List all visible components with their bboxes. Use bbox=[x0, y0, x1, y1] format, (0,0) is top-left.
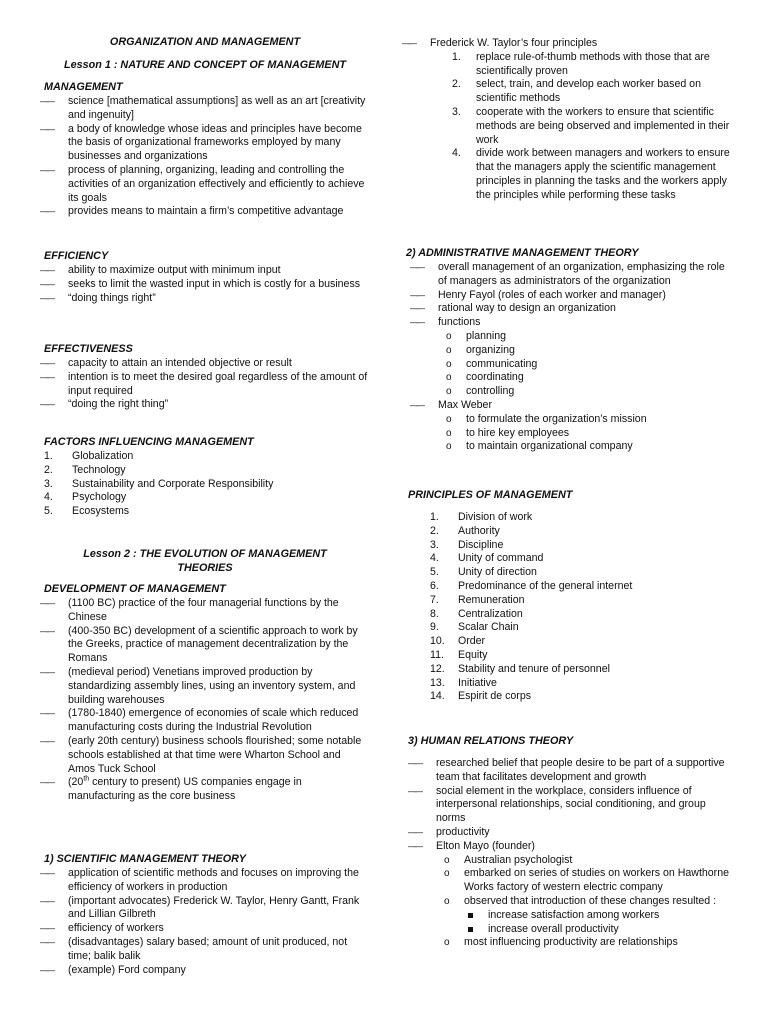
development-heading: DEVELOPMENT OF MANAGEMENT bbox=[44, 583, 226, 595]
principles-heading: PRINCIPLES OF MANAGEMENT bbox=[408, 489, 573, 501]
list-item: 3. Sustainability and Corporate Responsibility bbox=[44, 477, 274, 490]
weber-list bbox=[442, 413, 730, 454]
lesson-1-title: Lesson 1 : NATURE AND CONCEPT OF MANAGEMENT bbox=[64, 59, 346, 71]
list-item: 1. Globalization bbox=[44, 450, 134, 462]
effectiveness-list bbox=[40, 357, 370, 412]
list-item: o communicating bbox=[446, 357, 538, 370]
list-item: 8. Centralization bbox=[430, 607, 523, 620]
list-item: —— Max Weber o to formulate the organization’s mission o to hire key employees o to maintain organizational company bbox=[410, 399, 730, 454]
list-item: 6. Predominance of the general internet bbox=[430, 579, 633, 592]
mayo-list bbox=[440, 854, 730, 951]
results-list bbox=[464, 909, 730, 937]
list-item: —— (1100 BC) practice of the four managerial functions by the Chinese bbox=[40, 597, 370, 625]
list-item: —— overall management of an organization, emphasizing the role of managers as administrators of the organization bbox=[410, 261, 730, 289]
list-item: 2. select, train, and develop each worker based on scientific methods bbox=[452, 78, 701, 105]
document-title: ORGANIZATION AND MANAGEMENT bbox=[109, 36, 301, 48]
development-list bbox=[40, 597, 370, 804]
list-item: —— researched belief that people desire to be part of a supportive team that facilitates development and growth bbox=[408, 757, 730, 785]
list-item: —— provides means to maintain a firm’s competitive advantage bbox=[40, 205, 370, 219]
scientific-heading: 1) SCIENTIFIC MANAGEMENT THEORY bbox=[44, 853, 246, 865]
functions-list bbox=[442, 330, 730, 399]
list-item: 12. Stability and tenure of personnel bbox=[430, 662, 610, 675]
list-item: 3. cooperate with the workers to ensure that scientific methods are being observed and implemented in their work bbox=[452, 105, 730, 146]
lesson-2-title: Lesson 2 : THE EVOLUTION OF MANAGEMENT THEORIES bbox=[83, 548, 327, 574]
list-item: —— “doing things right” bbox=[40, 292, 370, 306]
list-item: o organizing bbox=[446, 343, 515, 356]
list-item: —— Elton Mayo (founder) o Australian psychologist o embarked on series of studies on workers on Hawthorne Works factory of western electric company o observed that introduction of these changes resulted : increase satisfaction among workers increase overall productivity o most influencing productivity are relationships bbox=[408, 840, 730, 950]
list-item: 4. Psychology bbox=[44, 491, 127, 504]
list-item: 5. Unity of direction bbox=[430, 566, 537, 579]
list-item: —— (important advocates) Frederick W. Taylor, Henry Gantt, Frank and Lillian Gilbreth bbox=[40, 895, 370, 923]
list-item: —— (400-350 BC) development of a scientific approach to work by the Greeks, practice of management decentralization by the Romans bbox=[40, 625, 370, 666]
list-item: 4. divide work between managers and workers to ensure that the managers apply the scientific management principles in planning the tasks and the workers apply the principles while performing these tasks bbox=[452, 147, 730, 201]
taylor-section bbox=[402, 37, 732, 203]
list-item: 2. Authority bbox=[430, 524, 500, 537]
list-item: o Australian psychologist bbox=[444, 853, 573, 866]
principles-list bbox=[430, 511, 730, 704]
human-relations-list bbox=[408, 757, 730, 950]
list-item: o embarked on series of studies on workers on Hawthorne Works factory of western electric company bbox=[444, 867, 729, 894]
list-item: 13. Initiative bbox=[430, 676, 497, 689]
taylor-principles-list bbox=[452, 51, 732, 203]
list-item: o controlling bbox=[446, 385, 515, 398]
list-item: increase satisfaction among workers bbox=[464, 909, 730, 923]
list-item: —— (1780-1840) emergence of economies of scale which reduced manufacturing costs during the Industrial Revolution bbox=[40, 707, 370, 735]
list-item: increase overall productivity bbox=[464, 923, 730, 937]
list-item: —— Henry Fayol (roles of each worker and manager) bbox=[410, 289, 730, 303]
list-item: 3. Discipline bbox=[430, 538, 504, 551]
list-item: —— productivity bbox=[408, 826, 730, 840]
list-item: 10. Order bbox=[430, 635, 486, 648]
list-item: —— efficiency of workers bbox=[40, 922, 370, 936]
list-item: —— intention is to meet the desired goal regardless of the amount of input required bbox=[40, 371, 370, 399]
list-item: 5. Ecosystems bbox=[44, 505, 130, 518]
list-item: —— rational way to design an organization bbox=[410, 302, 730, 316]
administrative-heading: 2) ADMINISTRATIVE MANAGEMENT THEORY bbox=[406, 247, 639, 259]
list-item: —— science [mathematical assumptions] as well as an art [creativity and ingenuity] bbox=[40, 95, 370, 123]
list-item: —— a body of knowledge whose ideas and principles have become the basis of organizational frameworks employed by many businesses and organizations bbox=[40, 123, 370, 164]
scientific-list bbox=[40, 867, 370, 977]
list-item: 1. Division of work bbox=[430, 511, 533, 523]
efficiency-list bbox=[40, 264, 370, 305]
list-item: —— functions o planning o organizing o communicating o coordinating o controlling bbox=[410, 316, 730, 399]
list-item: o to hire key employees bbox=[446, 426, 570, 439]
list-item: —— seeks to limit the wasted input in which is costly for a business bbox=[40, 278, 370, 292]
list-item: 14. Espirit de corps bbox=[430, 690, 532, 703]
list-item: 1. replace rule-of-thumb methods with those that are scientifically proven bbox=[452, 50, 710, 77]
list-item: o observed that introduction of these changes resulted : increase satisfaction among workers increase overall productivity bbox=[440, 895, 730, 936]
list-item: —— Frederick W. Taylor’s four principles 1. replace rule-of-thumb methods with those that are scientifically proven 2. select, train, and develop each worker based on scientific methods 3. cooperate with the workers to ensure that scientific methods are being observed and implemented in their work 4. divide work between managers and workers to ensure that the managers apply the scientific management principles in planning the tasks and the workers apply the principles while performing these tasks bbox=[402, 37, 732, 203]
list-item: —— capacity to attain an intended objective or result bbox=[40, 357, 370, 371]
list-item: o most influencing productivity are relationships bbox=[444, 936, 678, 949]
list-item: 7. Remuneration bbox=[430, 593, 525, 606]
efficiency-heading: EFFICIENCY bbox=[44, 250, 109, 262]
list-item: —— (example) Ford company bbox=[40, 964, 370, 978]
list-item: —— (early 20th century) business schools flourished; some notable schools established at that time were Wharton School and Amos Tuck School bbox=[40, 735, 370, 776]
list-item: 4. Unity of command bbox=[430, 552, 544, 565]
management-list bbox=[40, 95, 370, 219]
list-item: 9. Scalar Chain bbox=[430, 621, 519, 634]
list-item: —— application of scientific methods and focuses on improving the efficiency of workers in production bbox=[40, 867, 370, 895]
list-item: o to maintain organizational company bbox=[446, 440, 633, 453]
effectiveness-heading: EFFECTIVENESS bbox=[44, 343, 133, 355]
list-item: —— (20th century to present) US companies engage in manufacturing as the core business bbox=[40, 776, 370, 804]
list-item: —— “doing the right thing” bbox=[40, 398, 370, 412]
list-item: —— process of planning, organizing, leading and controlling the activities of an organization effectively and efficiently to achieve its goals bbox=[40, 164, 370, 205]
list-item: —— social element in the workplace, considers influence of interpersonal relationships, social conditioning, and group norms bbox=[408, 785, 730, 826]
list-item: o coordinating bbox=[446, 371, 524, 384]
list-item: —— ability to maximize output with minimum input bbox=[40, 264, 370, 278]
administrative-list bbox=[410, 261, 730, 454]
management-heading: MANAGEMENT bbox=[44, 81, 123, 93]
list-item: —— (disadvantages) salary based; amount of unit produced, not time; balik balik bbox=[40, 936, 370, 964]
list-item: 11. Equity bbox=[430, 648, 488, 661]
list-item: o to formulate the organization’s mission bbox=[446, 412, 647, 425]
factors-heading: FACTORS INFLUENCING MANAGEMENT bbox=[44, 436, 254, 448]
list-item: o planning bbox=[446, 329, 507, 342]
list-item: 2. Technology bbox=[44, 463, 126, 476]
factors-list bbox=[44, 450, 364, 519]
list-item: —— (medieval period) Venetians improved production by standardizing assembly lines, using an inventory system, and building warehouses bbox=[40, 666, 370, 707]
human-relations-heading: 3) HUMAN RELATIONS THEORY bbox=[408, 735, 574, 747]
